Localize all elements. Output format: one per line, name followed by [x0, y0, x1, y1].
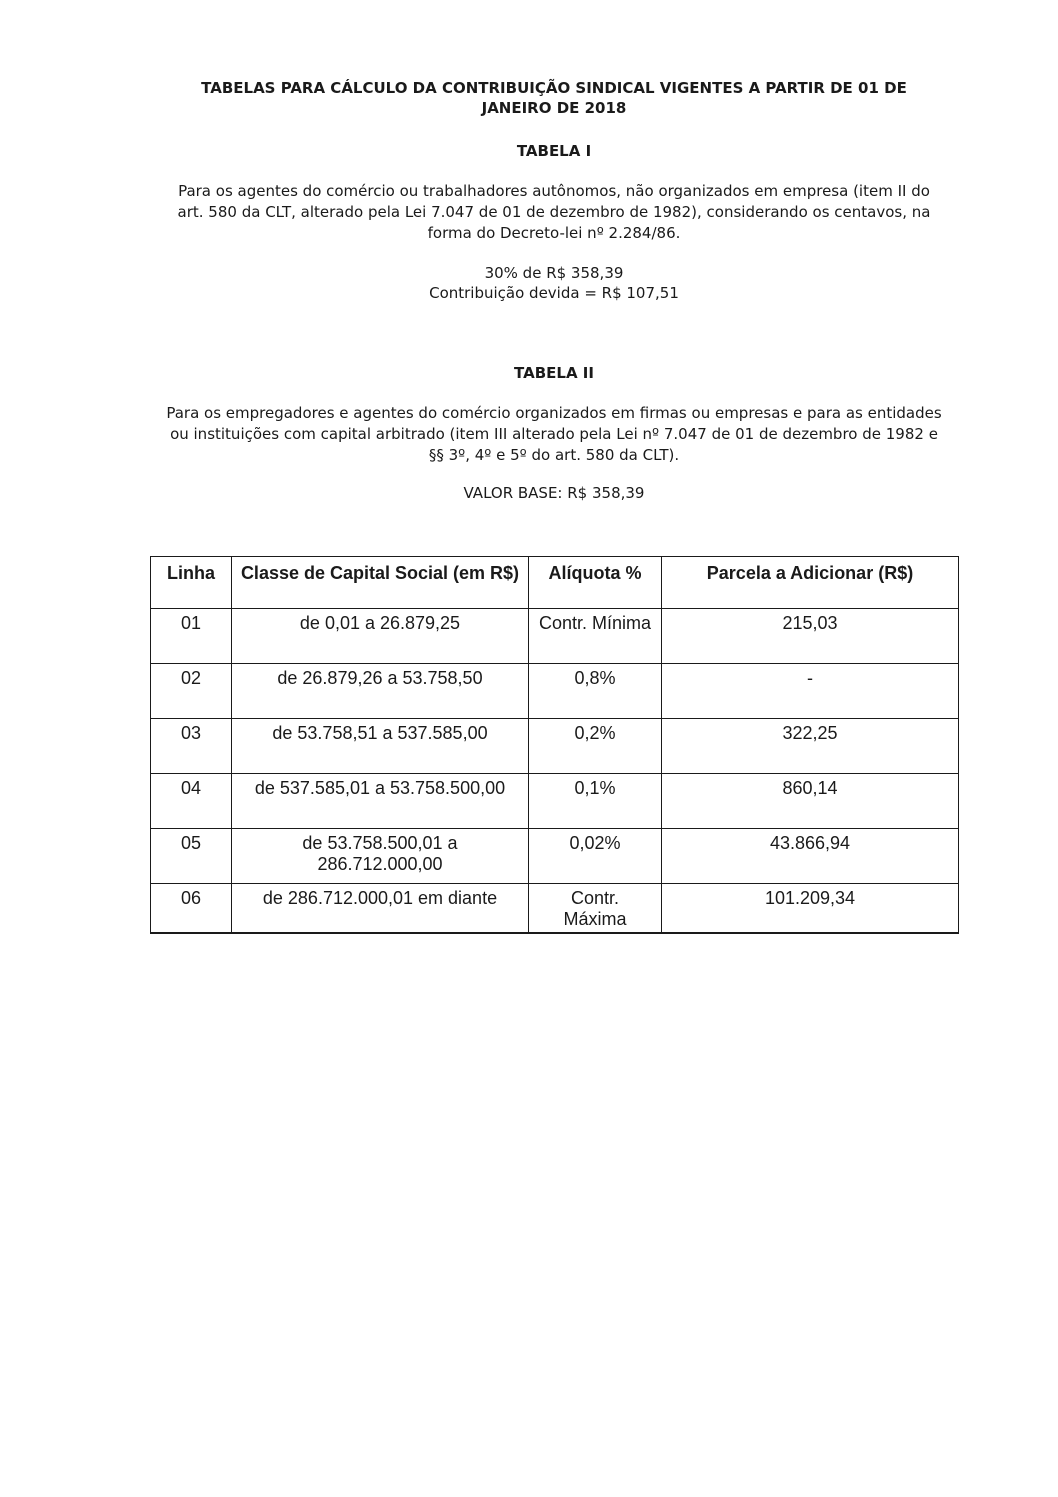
description-line: Para os empregadores e agentes do comércio organizados em firmas ou empresas e para as entidades	[166, 404, 942, 422]
cell-linha: 01	[151, 609, 232, 664]
cell-aliquota: Contr. Máxima	[529, 884, 662, 934]
valor-base: VALOR BASE: R$ 358,39	[463, 484, 645, 502]
table-header-row	[151, 557, 959, 609]
cell-aliquota: 0,1%	[529, 774, 662, 829]
header-classe: Classe de Capital Social (em R$)	[232, 557, 529, 609]
cell-aliquota: 0,2%	[529, 719, 662, 774]
tabela2-heading: TABELA II	[514, 364, 594, 382]
tabela1-description	[140, 181, 968, 244]
cell-parcela: 43.866,94	[662, 829, 959, 884]
description-line: ou instituições com capital arbitrado (item III alterado pela Lei nº 7.047 de 01 de dezembro de 1982 e	[170, 425, 938, 443]
cell-parcela: 860,14	[662, 774, 959, 829]
cell-classe: de 53.758.500,01 a 286.712.000,00	[232, 829, 529, 884]
table-row	[151, 884, 959, 934]
contribution-table	[150, 556, 959, 934]
cell-aliquota: 0,02%	[529, 829, 662, 884]
description-line: forma do Decreto-lei nº 2.284/86.	[427, 224, 681, 242]
table-row	[151, 774, 959, 829]
document-title	[150, 78, 958, 118]
description-line: art. 580 da CLT, alterado pela Lei 7.047 de 01 de dezembro de 1982), considerando os centavos, na	[177, 203, 931, 221]
cell-linha: 06	[151, 884, 232, 934]
tabela1-heading: TABELA I	[516, 142, 592, 160]
header-linha: Linha	[151, 557, 232, 609]
cell-classe: de 0,01 a 26.879,25	[232, 609, 529, 664]
table-row	[151, 829, 959, 884]
title-line: TABELAS PARA CÁLCULO DA CONTRIBUIÇÃO SINDICAL VIGENTES A PARTIR DE 01 DE	[201, 79, 907, 97]
description-line: Para os agentes do comércio ou trabalhadores autônomos, não organizados em empresa (item II do	[178, 182, 930, 200]
tabela2-description	[140, 403, 968, 466]
cell-classe: de 26.879,26 a 53.758,50	[232, 664, 529, 719]
title-line: JANEIRO DE 2018	[481, 99, 627, 117]
cell-classe: de 53.758,51 a 537.585,00	[232, 719, 529, 774]
cell-linha: 04	[151, 774, 232, 829]
cell-classe: de 537.585,01 a 53.758.500,00	[232, 774, 529, 829]
cell-classe: de 286.712.000,01 em diante	[232, 884, 529, 934]
cell-parcela: -	[662, 664, 959, 719]
header-aliquota: Alíquota %	[529, 557, 662, 609]
cell-linha: 02	[151, 664, 232, 719]
header-parcela: Parcela a Adicionar (R$)	[662, 557, 959, 609]
cell-linha: 03	[151, 719, 232, 774]
cell-parcela: 101.209,34	[662, 884, 959, 934]
table-row	[151, 609, 959, 664]
table-row	[151, 664, 959, 719]
cell-parcela: 322,25	[662, 719, 959, 774]
description-line: §§ 3º, 4º e 5º do art. 580 da CLT).	[428, 446, 680, 464]
table-row	[151, 719, 959, 774]
tabela1-calc-line: 30% de R$ 358,39	[484, 264, 624, 282]
cell-linha: 05	[151, 829, 232, 884]
cell-parcela: 215,03	[662, 609, 959, 664]
cell-aliquota: Contr. Mínima	[529, 609, 662, 664]
tabela1-result-line: Contribuição devida = R$ 107,51	[429, 284, 679, 302]
cell-aliquota: 0,8%	[529, 664, 662, 719]
